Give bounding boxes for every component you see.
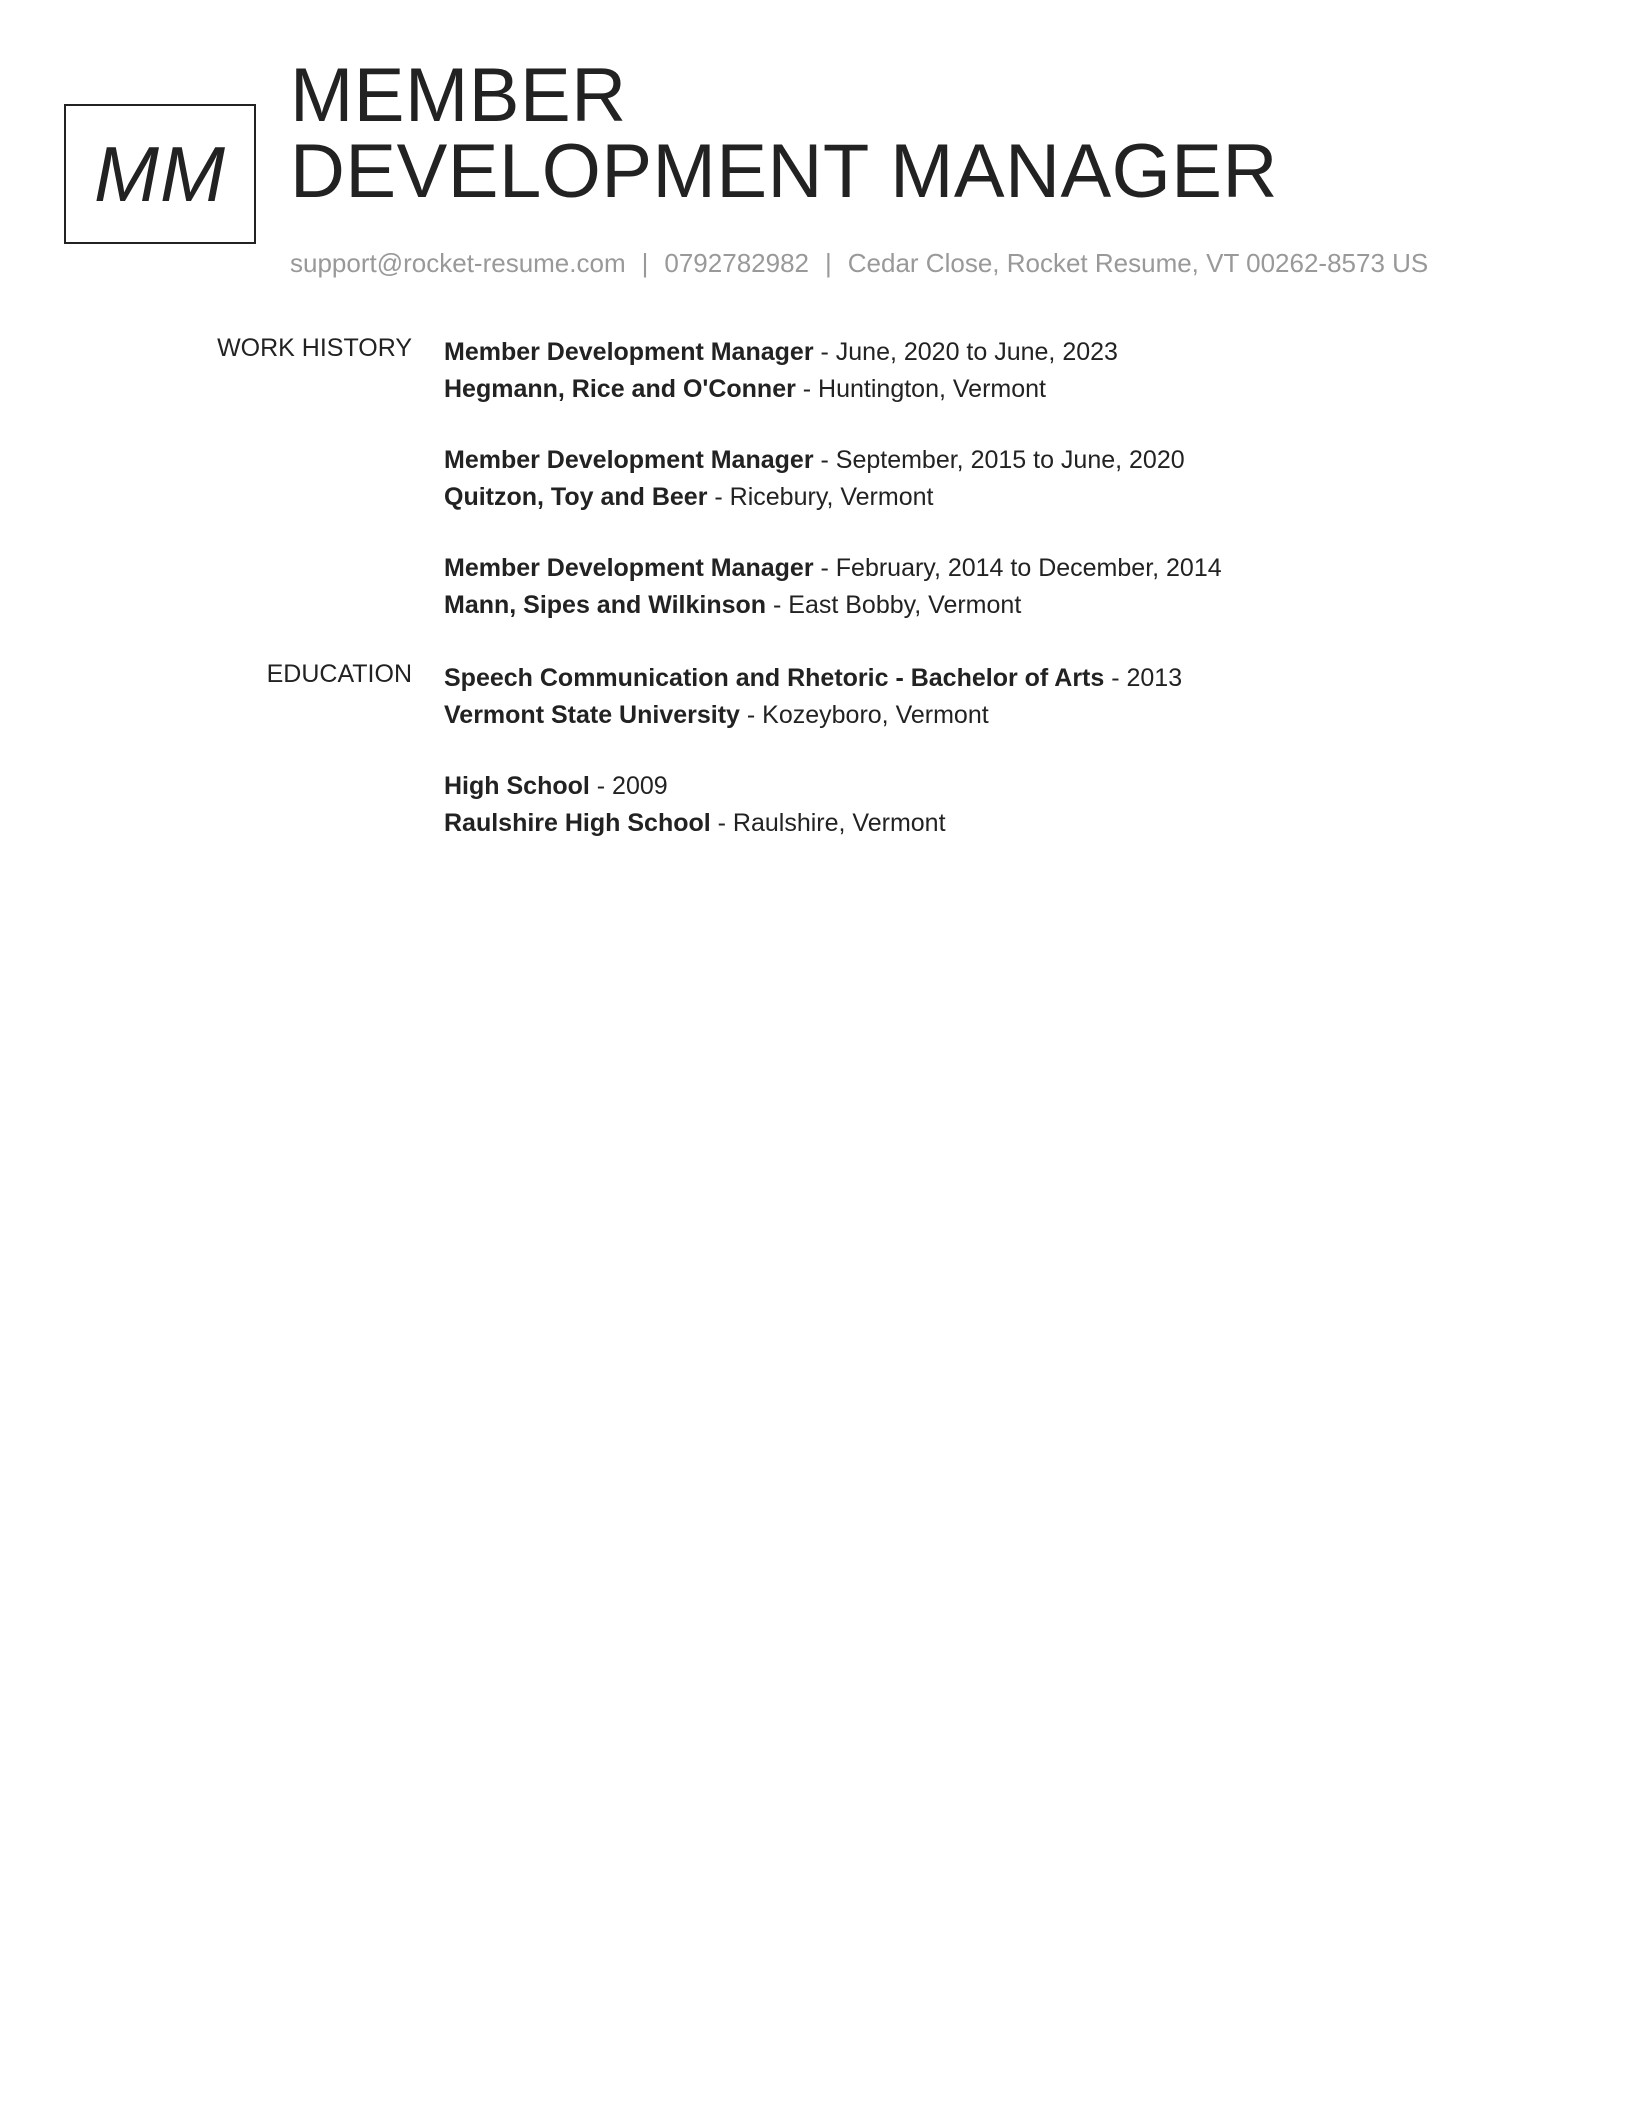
education-heading: EDUCATION — [266, 660, 412, 688]
contact-email[interactable]: support@rocket-resume.com — [290, 248, 626, 278]
contact-info — [290, 248, 1428, 279]
work-entry-dates: - September, 2015 to June, 2020 — [813, 446, 1185, 474]
work-entry-role: Member Development Manager — [444, 446, 814, 474]
education-entry-degree: Speech Communication and Rhetoric - Bachelor of Arts — [444, 664, 1105, 692]
education-entries — [444, 660, 1182, 876]
work-entry — [444, 550, 1222, 624]
work-entry-location: - Huntington, Vermont — [795, 375, 1046, 403]
page-title — [290, 53, 1278, 214]
work-entry-dates: - February, 2014 to December, 2014 — [813, 554, 1222, 582]
education-entry-location: - Kozeyboro, Vermont — [739, 701, 989, 729]
work-history-entries — [444, 334, 1222, 658]
education-entry-degree: High School — [444, 772, 590, 800]
work-history-heading: WORK HISTORY — [217, 334, 412, 362]
contact-separator: | — [825, 248, 832, 278]
education-entry — [444, 768, 1182, 842]
work-entry-company-row — [444, 371, 1222, 408]
work-entry-role: Member Development Manager — [444, 554, 814, 582]
monogram-logo: MM — [64, 104, 256, 244]
education-entry-year: - 2013 — [1104, 664, 1183, 692]
education-entry-school: Raulshire High School — [444, 809, 711, 837]
education-entry-year: - 2009 — [589, 772, 668, 800]
education-entry-school-row — [444, 805, 1182, 842]
work-entry-company: Hegmann, Rice and O'Conner — [444, 375, 796, 403]
work-entry-location: - Ricebury, Vermont — [707, 483, 934, 511]
work-entry-company: Mann, Sipes and Wilkinson — [444, 591, 767, 619]
education-entry-degree-row — [444, 768, 1182, 805]
work-entry — [444, 442, 1222, 516]
education-entry-degree-row — [444, 660, 1182, 697]
contact-separator: | — [641, 248, 649, 278]
work-entry-company-row — [444, 587, 1222, 624]
work-entry-location: - East Bobby, Vermont — [766, 591, 1022, 619]
education-entry-school-row — [444, 697, 1182, 734]
education-entry-location: - Raulshire, Vermont — [710, 809, 946, 837]
contact-phone[interactable]: 0792782982 — [664, 248, 809, 278]
title-line-1: MEMBER — [290, 53, 627, 138]
work-entry-company-row — [444, 479, 1222, 516]
contact-address: Cedar Close, Rocket Resume, VT 00262-8573 US — [847, 248, 1429, 278]
work-entry-role-row — [444, 550, 1222, 587]
work-entry — [444, 334, 1222, 408]
title-line-2: DEVELOPMENT MANAGER — [290, 129, 1278, 214]
work-entry-company: Quitzon, Toy and Beer — [444, 483, 708, 511]
education-entry — [444, 660, 1182, 734]
work-entry-dates: - June, 2020 to June, 2023 — [813, 338, 1118, 366]
work-entry-role: Member Development Manager — [444, 338, 814, 366]
work-entry-role-row — [444, 442, 1222, 479]
work-entry-role-row — [444, 334, 1222, 371]
education-entry-school: Vermont State University — [444, 701, 740, 729]
